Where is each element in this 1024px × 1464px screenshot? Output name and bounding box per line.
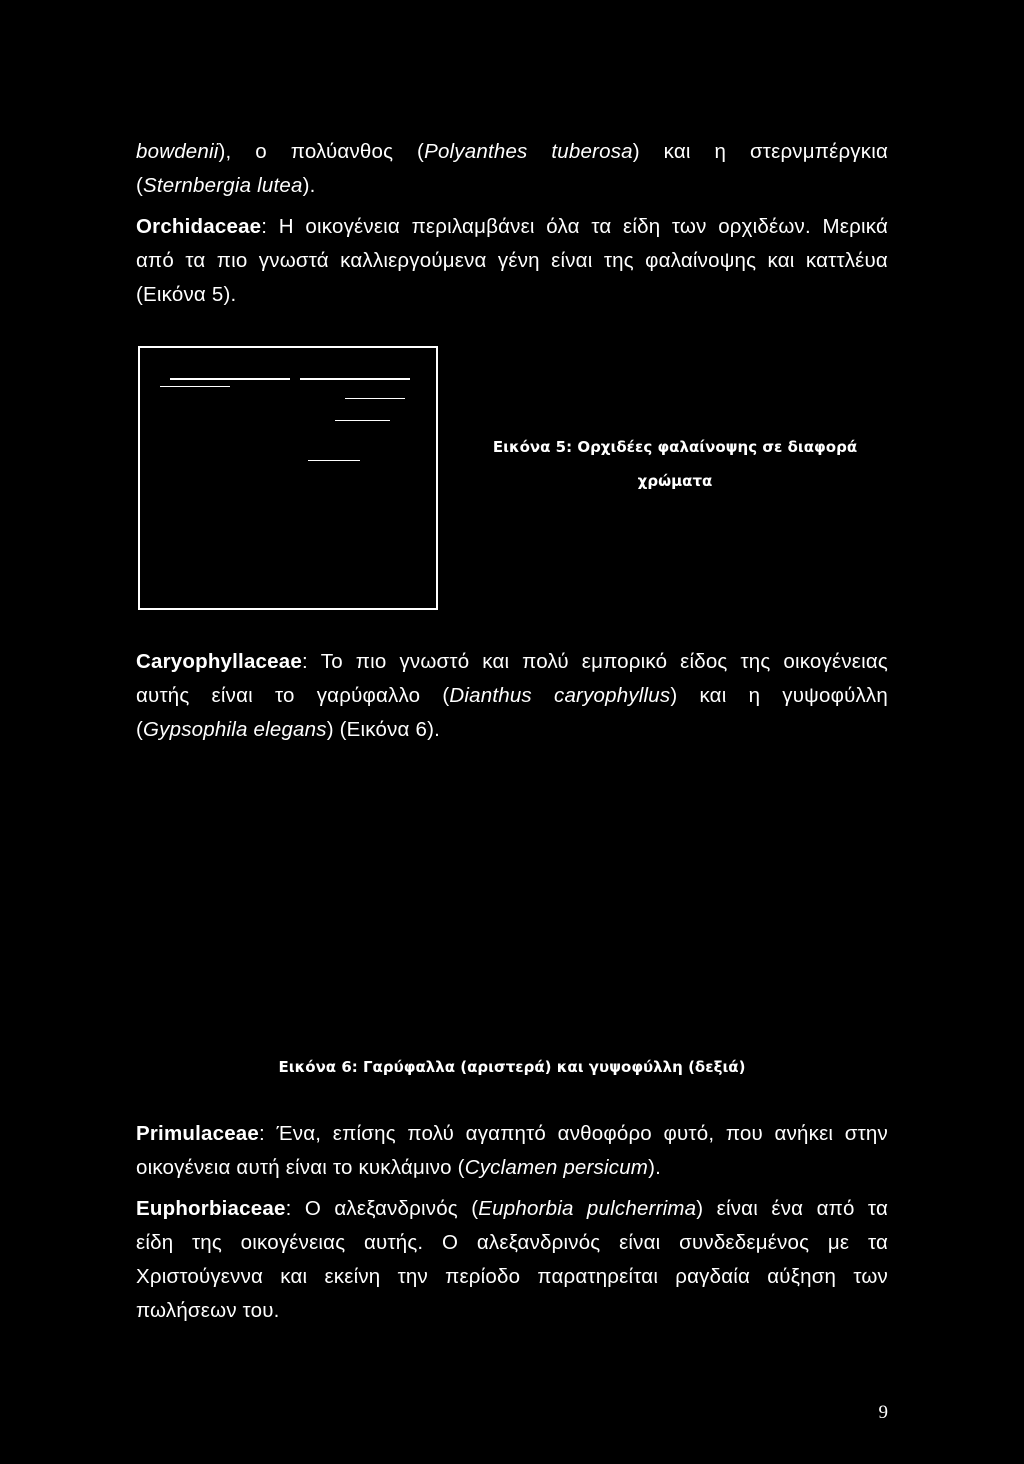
caption-line: Εικόνα 5: Ορχιδέες φαλαίνοψης σε διαφορά	[492, 438, 858, 456]
text-run: ).	[302, 174, 316, 197]
paragraph-line: είδη της οικογένειας αυτής. Ο αλεξανδρινός είναι συνδεδεμένος με τα	[136, 1231, 888, 1254]
caption-line: χρώματα	[637, 472, 713, 490]
paragraph-line: (Εικόνα 5).	[136, 283, 237, 306]
paragraph-orchidaceae	[136, 210, 888, 312]
image-artifact	[160, 386, 230, 387]
text-run: (	[136, 718, 144, 741]
image-artifact	[345, 398, 405, 399]
page-number: 9	[878, 1402, 888, 1423]
figure-5-caption	[450, 430, 900, 498]
paragraph-line: από τα πιο γνωστά καλλιεργούμενα γένη είναι της φαλαίνοψης και καττλέυα	[136, 249, 888, 272]
species-name: Polyanthes tuberosa	[424, 140, 633, 163]
family-term: Orchidaceae	[136, 215, 262, 238]
paragraph-line: Χριστούγεννα και εκείνη την περίοδο παρατηρείται ραγδαία αύξηση των	[136, 1265, 888, 1288]
paragraph-line	[136, 210, 888, 244]
figure-5-image	[138, 346, 438, 610]
text-run: : Ο αλεξανδρινός (	[285, 1197, 479, 1220]
species-name: Gypsophila elegans	[143, 718, 327, 741]
species-name: bowdenii	[136, 140, 219, 163]
paragraph-line: πωλήσεων του.	[136, 1299, 280, 1322]
species-name: Sternbergia lutea	[143, 174, 303, 197]
family-term: Caryophyllaceae	[136, 650, 302, 673]
image-artifact	[308, 460, 360, 461]
paragraph-caryophyllaceae	[136, 645, 888, 747]
paragraph-line	[136, 1117, 888, 1151]
paragraph-line	[136, 645, 888, 679]
text-run: : Η οικογένεια περιλαμβάνει όλα τα είδη των ορχιδέων. Μερικά	[261, 215, 888, 238]
species-name: Cyclamen persicum	[464, 1156, 649, 1179]
image-artifact	[300, 378, 410, 380]
text-run: : Το πιο γνωστό και πολύ εμπορικό είδος της οικογένειας	[301, 650, 888, 673]
paragraph-line	[136, 135, 888, 169]
figure-6-caption: Εικόνα 6: Γαρύφαλλα (αριστερά) και γυψοφύλλη (δεξιά)	[278, 1058, 746, 1076]
text-run: ) και η στερνμπέργκια	[632, 140, 889, 163]
paragraph-line	[136, 1192, 888, 1226]
paragraph-line	[136, 679, 888, 713]
text-run: οικογένεια αυτή είναι το κυκλάμινο (	[136, 1156, 465, 1179]
image-artifact	[335, 420, 390, 421]
species-name: Dianthus caryophyllus	[449, 684, 671, 707]
text-run: ), ο πολύανθος (	[218, 140, 425, 163]
text-run: : Ένα, επίσης πολύ αγαπητό ανθοφόρο φυτό, που ανήκει στην	[259, 1122, 888, 1145]
paragraph-euphorbiaceae	[136, 1192, 888, 1328]
species-name: Euphorbia pulcherrima	[478, 1197, 697, 1220]
text-run: (	[136, 174, 144, 197]
paragraph-line	[136, 169, 888, 203]
text-run: ) είναι ένα από τα	[696, 1197, 888, 1220]
paragraph-line	[136, 1151, 888, 1185]
paragraph-line	[136, 713, 888, 747]
image-artifact	[170, 378, 290, 380]
text-run: ).	[648, 1156, 662, 1179]
text-run: αυτής είναι το γαρύφαλλο (	[136, 684, 450, 707]
text-run: ) και η γυψοφύλλη	[670, 684, 888, 707]
family-term: Primulaceae	[136, 1122, 259, 1145]
family-term: Euphorbiaceae	[136, 1197, 286, 1220]
text-run: ) (Εικόνα 6).	[326, 718, 441, 741]
paragraph-primulaceae	[136, 1117, 888, 1185]
paragraph-species-continuation	[136, 135, 888, 203]
